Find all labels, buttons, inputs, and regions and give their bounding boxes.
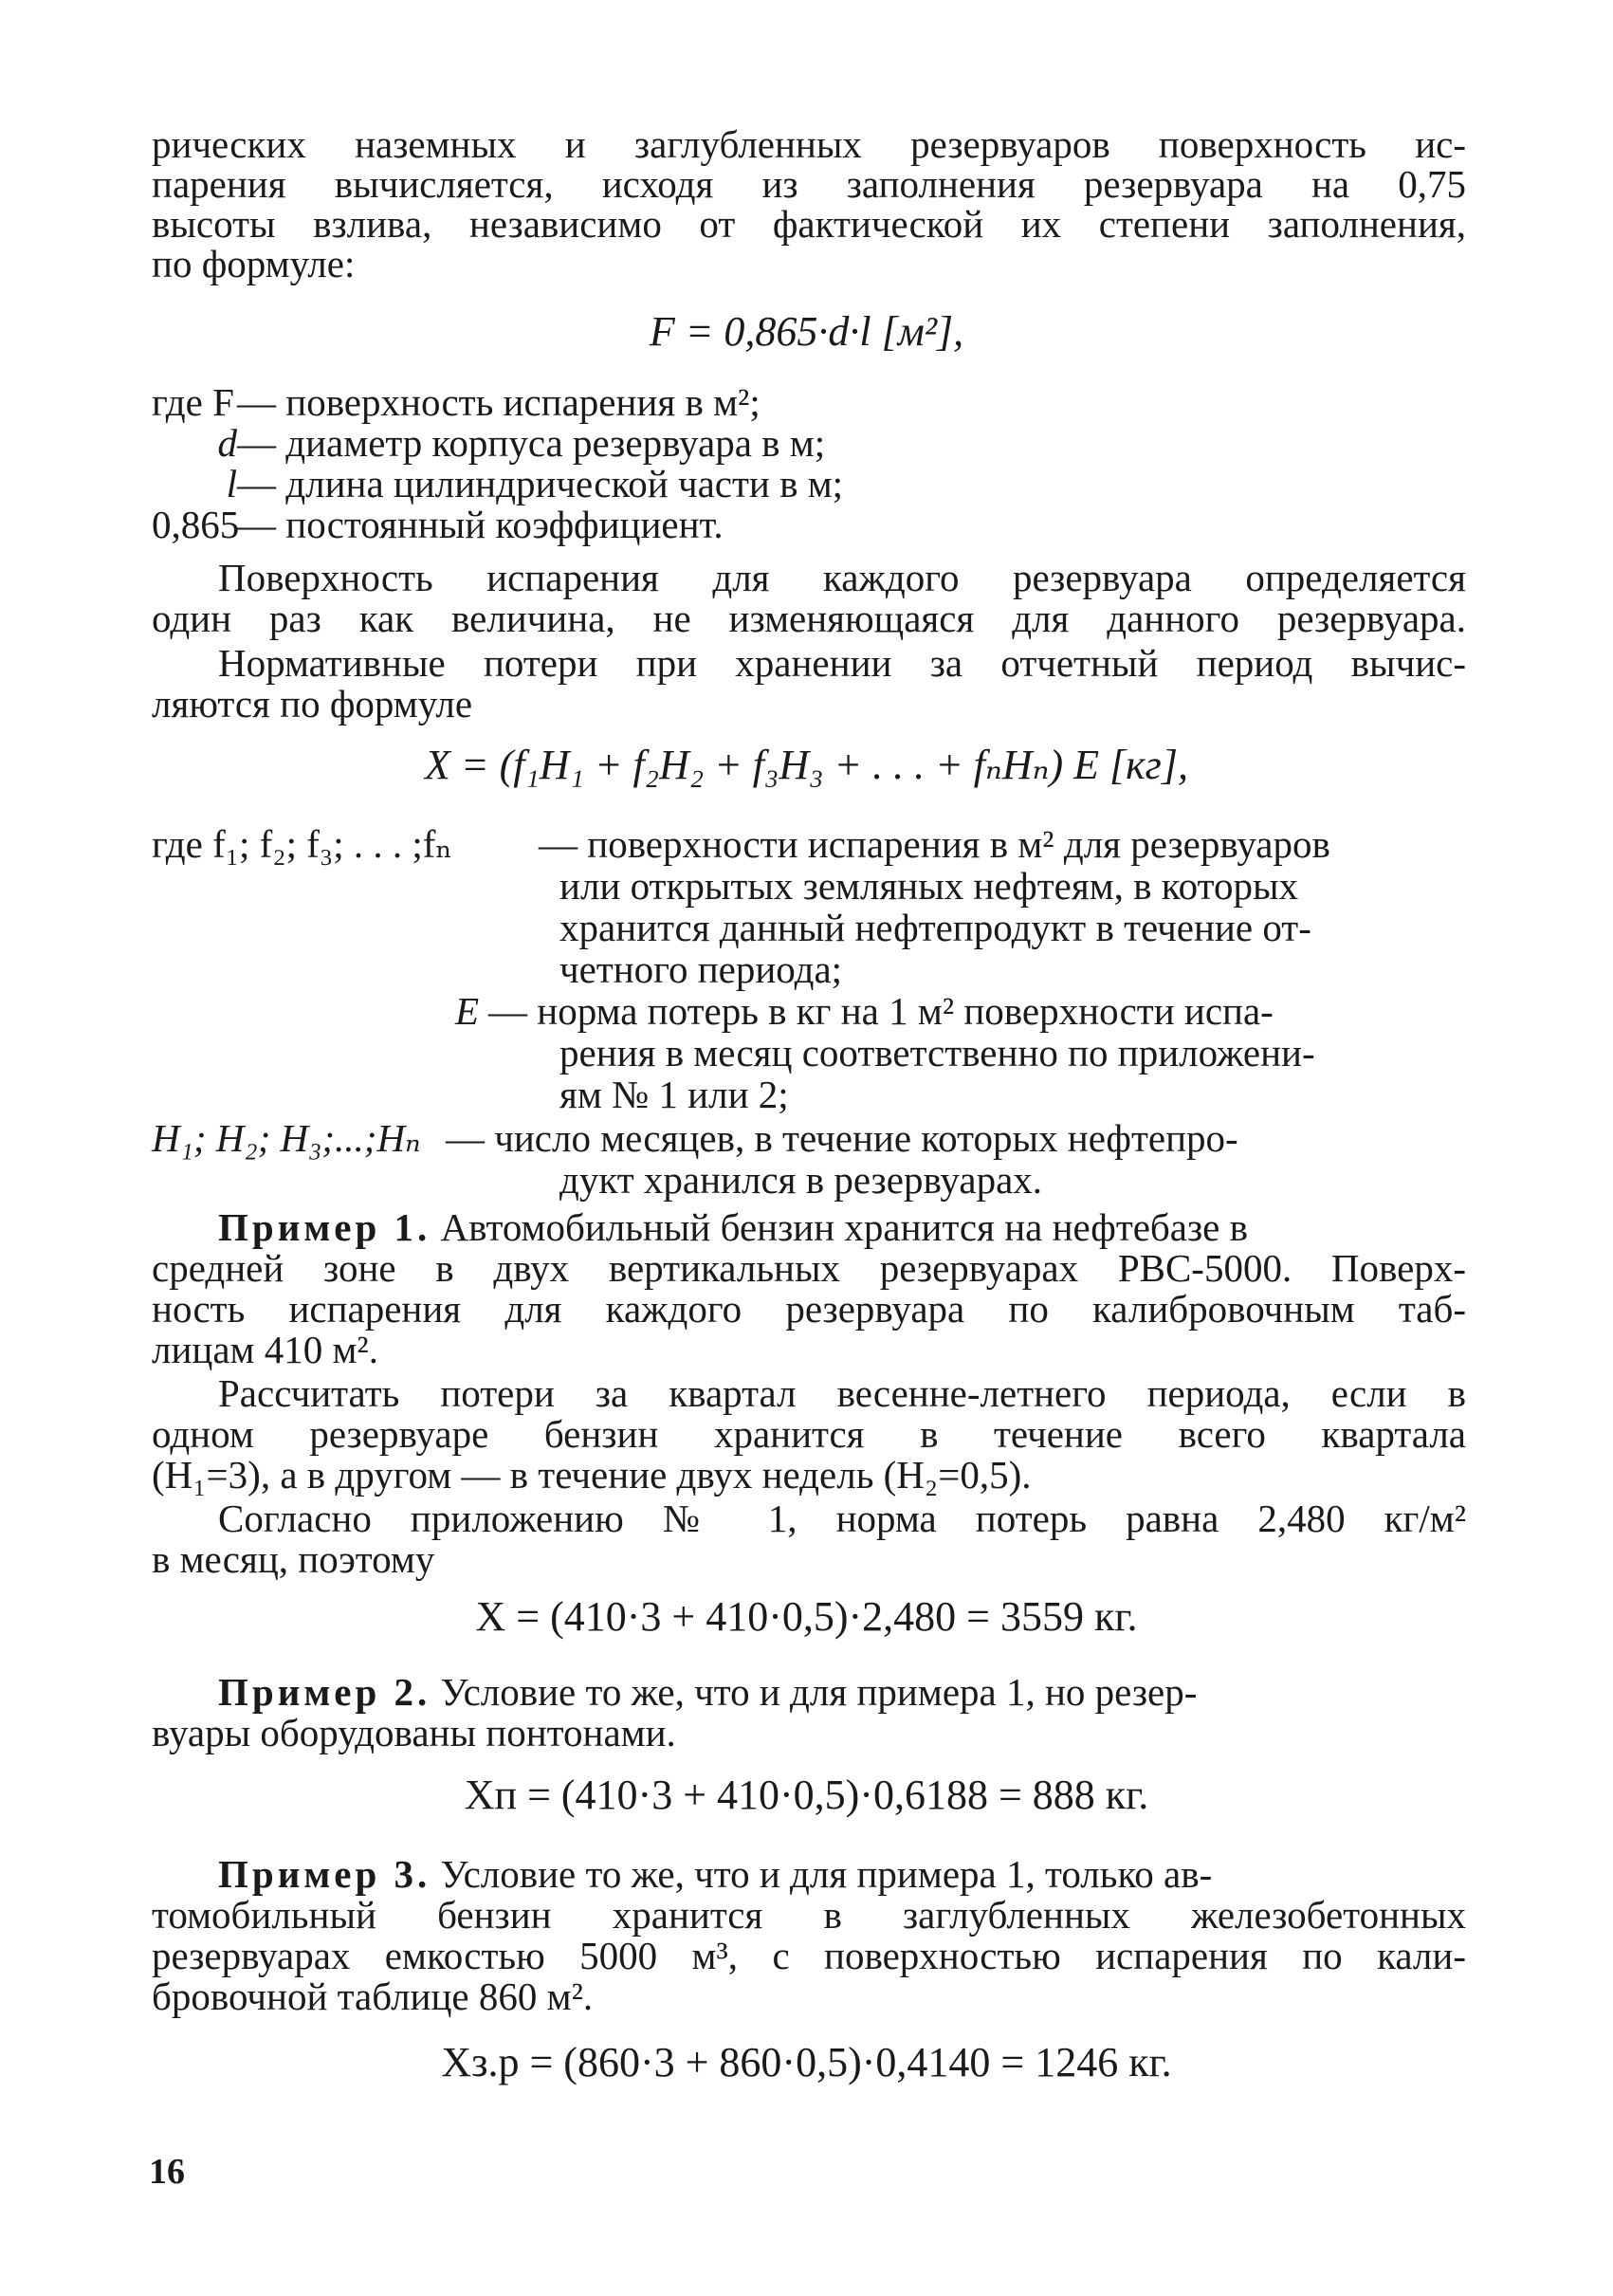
example1-formula: X = (410·3 + 410·0,5)·2,480 = 3559 кг. — [475, 1593, 1138, 1640]
example2-text: Условие то же, что и для примера 1, но резер- — [440, 1670, 1198, 1714]
example2-formula: Xп = (410·3 + 410·0,5)·0,6188 = 888 кг. — [464, 1772, 1149, 1818]
example1-appendix-line: Согласно приложению № 1, норма потерь равна 2,480 кг/м² — [218, 1497, 1466, 1540]
where-text-f: или открытых земляных нефтеям, в которых — [559, 864, 1298, 908]
paragraph-line: ляются по формуле — [152, 682, 473, 726]
where-text-f: четного периода; — [559, 947, 843, 991]
page-number: 16 — [149, 2152, 185, 2192]
where-text-f: хранится данный нефтепродукт в течение от- — [559, 906, 1311, 949]
where-term-f: где f₁; f₂; f₃; . . . ;fₙ — [152, 822, 453, 866]
formula-loss: X = (f₁H₁ + f₂H₂ + f₃H₃ + . . . + fₙHₙ) E [кг], — [425, 742, 1188, 788]
where-text-h: дукт хранился в резервуарах. — [559, 1158, 1043, 1202]
example1-label: Пример 1. — [218, 1205, 431, 1249]
where-item — [152, 461, 843, 506]
intro-line: по формуле: — [152, 242, 356, 285]
where-text-f: — поверхности испарения в м² для резервуаров — [539, 822, 1330, 866]
example1-calc-line: Рассчитать потери за квартал весенне-летнего периода, если в — [218, 1371, 1466, 1415]
where-text: — постоянный коэффициент. — [237, 503, 724, 546]
where-text-e: рения в месяц соответственно по приложени- — [559, 1031, 1315, 1075]
example1-line: средней зоне в двух вертикальных резервуарах РВС-5000. Поверх- — [152, 1246, 1466, 1290]
example1-calc-line: одном резервуаре бензин хранится в течение всего квартала — [152, 1412, 1466, 1456]
where-term: где F — [152, 380, 234, 424]
example3-text: Условие то же, что и для примера 1, только ав- — [440, 1852, 1213, 1896]
where-term: 0,865 — [152, 503, 240, 546]
formula-area: F = 0,865·d·l [м²], — [649, 308, 964, 355]
intro-line: высоты взлива, независимо от фактической их степени заполнения, — [152, 202, 1466, 246]
example1-text: Автомобильный бензин хранится на нефтебазе в — [440, 1205, 1248, 1249]
example1-line: ность испарения для каждого резервуара по калибровочным таб- — [152, 1287, 1466, 1331]
intro-line: парения вычисляется, исходя из заполнения резервуара на 0,75 — [152, 162, 1466, 206]
example3-line: резервуарах емкостью 5000 м³, с поверхностью испарения по кали- — [152, 1934, 1466, 1977]
where-item — [152, 379, 761, 425]
paragraph-line: один раз как величина, не изменяющаяся для данного резервуара. — [152, 597, 1466, 640]
example2-first-line — [218, 1669, 1466, 1715]
where-text-e: ям № 1 или 2; — [559, 1073, 789, 1116]
where-text: — поверхность испарения в м²; — [237, 380, 761, 424]
example1-line: лицам 410 м². — [152, 1328, 378, 1371]
example1-first-line — [218, 1204, 1466, 1250]
where-term-e: E — [455, 989, 480, 1033]
where-term: d — [217, 421, 237, 465]
example3-line: бровочной таблице 860 м². — [152, 1975, 594, 2018]
where-text: — диаметр корпуса резервуара в м; — [237, 421, 826, 465]
example3-line: томобильный бензин хранится в заглубленных железобетонных — [152, 1893, 1466, 1937]
example3-first-line — [218, 1851, 1466, 1897]
paragraph-line: Поверхность испарения для каждого резервуара определяется — [218, 556, 1466, 599]
intro-line: рических наземных и заглубленных резервуаров поверхность ис- — [152, 122, 1466, 166]
where-item — [152, 420, 825, 466]
example1-calc-line: (H₁=3), а в другом — в течение двух недель (H₂=0,5). — [152, 1453, 1032, 1497]
where-text-e: — норма потерь в кг на 1 м² поверхности испа- — [488, 989, 1274, 1033]
paragraph-line: Нормативные потери при хранении за отчетный период вычис- — [218, 641, 1466, 685]
where-term: l — [226, 462, 237, 505]
where-item — [152, 502, 724, 547]
example2-line: вуары оборудованы понтонами. — [152, 1711, 676, 1754]
where-term-h: H₁; H₂; H₃;...;Hₙ — [152, 1116, 421, 1160]
example1-appendix-line: в месяц, поэтому — [152, 1537, 435, 1581]
example3-formula: Xз.р = (860·3 + 860·0,5)·0,4140 = 1246 кг. — [441, 2039, 1172, 2085]
where-text: — длина цилиндрической части в м; — [237, 462, 844, 505]
where-text-h: — число месяцев, в течение которых нефтепро- — [446, 1116, 1238, 1160]
example2-label: Пример 2. — [218, 1670, 431, 1714]
example3-label: Пример 3. — [218, 1852, 431, 1896]
